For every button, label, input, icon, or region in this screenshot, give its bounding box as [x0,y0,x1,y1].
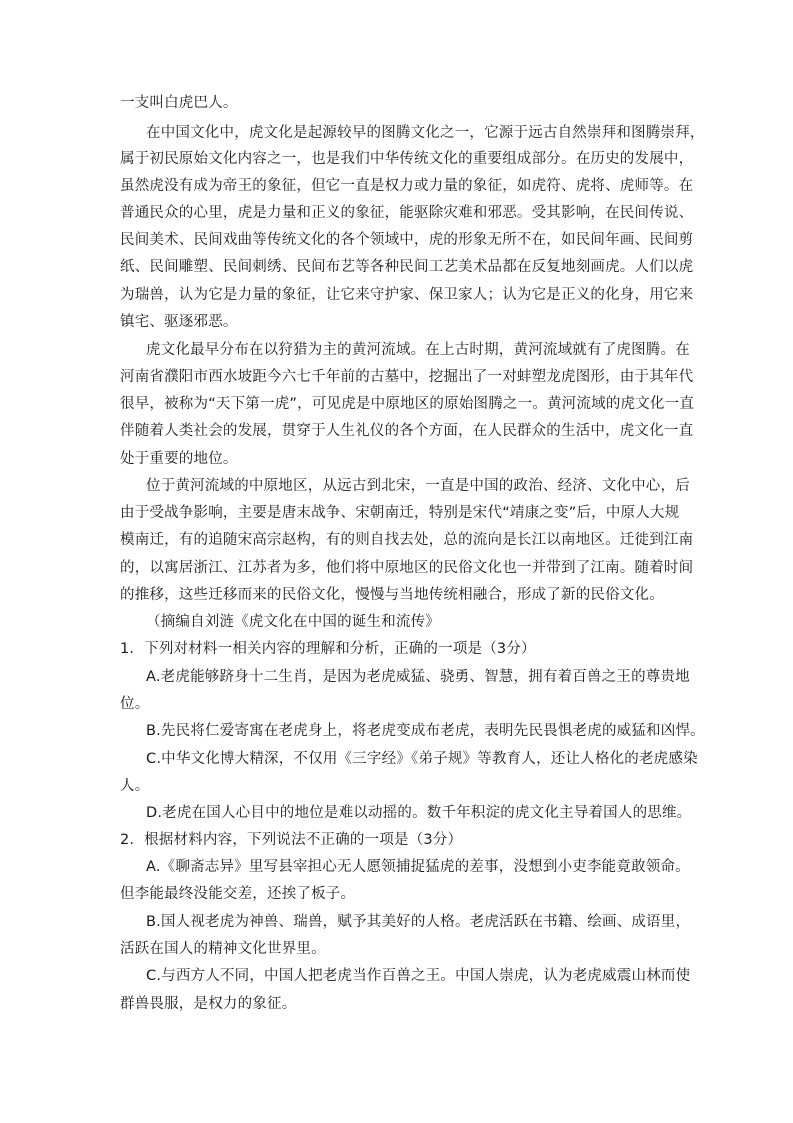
question-2: 2．根据材料内容，下列说法不正确的一项是（3分） [120,832,463,848]
text-line: 位于黄河流域的中原地区，从远古到北宋，一直是中国的政治、经济、文化中心，后 [146,478,690,494]
text-line: 人。 [120,778,150,794]
text-line: 由于受战争影响，主要是唐末战争、宋朝南迁，特别是宋代“靖康之变”后，中原人大规 [120,505,680,521]
text-line: 纸、民间雕塑、民间刺绣、民间布艺等各种民间工艺美术品都在反复地刻画虎。人们以虎 [120,259,694,275]
text-line: 伴随着人类社会的发展，贯穿于人生礼仪的各个方面，在人民群众的生活中，虎文化一直 [120,423,694,439]
option-2b: B.国人视老虎为神兽、瑞兽，赋予其美好的人格。老虎活跃在书籍、绘画、成语里， [146,914,691,930]
text-line: 民间美术、民间戏曲等传统文化的各个领域中，虎的形象无所不在，如民间年画、民间剪 [120,232,694,248]
text-line: 虎文化最早分布在以狩猎为主的黄河流域。在上古时期，黄河流域就有了虎图腾。在 [146,342,690,358]
option-1a: A.老虎能够跻身十二生肖，是因为老虎威猛、骁勇、智慧，拥有着百兽之王的尊贵地 [146,669,690,685]
text-line: 一支叫白虎巴人。 [120,95,238,111]
option-1d: D.老虎在国人心目中的地位是难以动摇的。数千年积淀的虎文化主导着国人的思维。 [146,805,692,821]
source-citation: （摘编自刘涟《虎文化在中国的诞生和流传》 [146,614,440,630]
text-line: 处于重要的地位。 [120,451,238,467]
text-line: 河南省濮阳市西水坡距今六七千年前的古墓中，挖掘出了一对蚌塑龙虎图形，由于其年代 [120,369,694,385]
text-line: 在中国文化中，虎文化是起源较早的图腾文化之一，它源于远古自然崇拜和图腾崇拜， [146,125,705,141]
text-line: 虽然虎没有成为帝王的象征，但它一直是权力或力量的象征，如虎符、虎将、虎师等。在 [120,178,694,194]
option-2a: A.《聊斋志异》里写县宰担心无人愿领捕捉猛虎的差事，没想到小吏李能竟敢领命。 [146,859,690,875]
text-line: 很早，被称为“天下第一虎”，可见虎是中原地区的原始图腾之一。黄河流域的虎文化一直 [120,396,695,412]
text-line: 的推移，这些迁移而来的民俗文化，慢慢与当地传统相融合，形成了新的民俗文化。 [120,587,664,603]
text-line: 属于初民原始文化内容之一，也是我们中华传统文化的重要组成部分。在历史的发展中， [120,151,694,167]
text-line: 但李能最终没能交差，还挨了板子。 [120,886,356,902]
text-line: 为瑞兽，认为它是力量的象征，让它来守护家、保卫家人；认为它是正义的化身，用它来 [120,287,694,303]
option-2c: C.与西方人不同，中国人把老虎当作百兽之王。中国人崇虎，认为老虎威震山林而使 [146,968,691,984]
text-line: 的，以寓居浙江、江苏者为多，他们将中原地区的民俗文化也一并带到了江南。随着时间 [120,560,694,576]
question-1: 1．下列对材料一相关内容的理解和分析，正确的一项是（3分） [120,641,536,657]
option-1b: B.先民将仁爱寄寓在老虎身上，将老虎变成布老虎，表明先民畏惧老虎的威猛和凶悍。 [146,723,705,739]
text-line: 群兽畏服，是权力的象征。 [120,996,297,1012]
text-line: 镇宅、驱逐邪恶。 [120,314,238,330]
text-line: 位。 [120,696,150,712]
option-1c: C.中华文化博大精深，不仅用《三字经》《弟子规》等教育人，还让人格化的老虎感染 [146,751,698,767]
text-line: 普通民众的心里，虎是力量和正义的象征，能驱除灾难和邪恶。受其影响，在民间传说、 [120,205,694,221]
text-line: 活跃在国人的精神文化世界里。 [120,941,326,957]
text-line: 模南迁，有的追随宋高宗赵构，有的则自找去处，总的流向是长江以南地区。迁徙到江南 [120,532,694,548]
